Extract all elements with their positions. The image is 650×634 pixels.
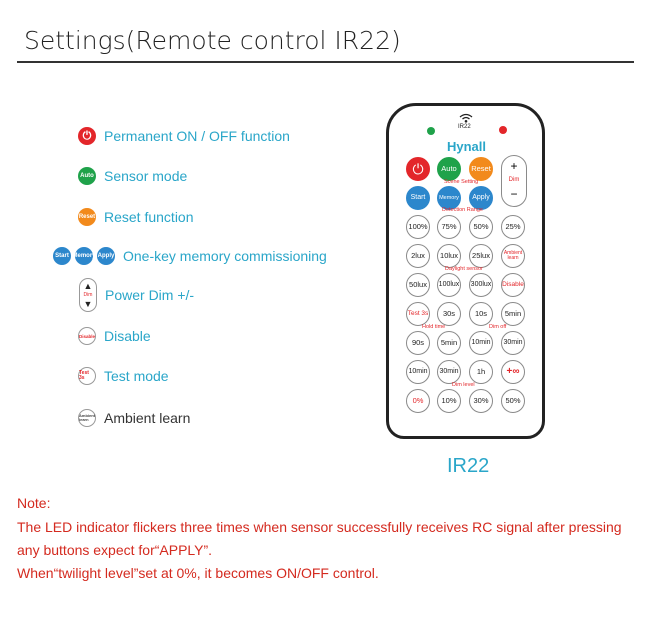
lux-2-button[interactable]: 2lux: [406, 244, 430, 268]
reset-icon: Reset: [78, 208, 96, 226]
plus-icon: ▲: [83, 281, 93, 291]
remote-caption: IR22: [447, 455, 490, 477]
lux-25-button[interactable]: 25lux: [469, 244, 493, 268]
note-heading: Note:: [17, 495, 51, 511]
legend-test: [78, 367, 169, 385]
page-title: Settings(Remote control IR22): [24, 26, 401, 55]
legend-test-label: Test mode: [104, 368, 169, 384]
range-50-button[interactable]: 50%: [469, 215, 493, 239]
legend-ambient: [78, 409, 190, 427]
note-line-2: any buttons expect for“APPLY”.: [17, 542, 213, 558]
level-30-button[interactable]: 30%: [469, 389, 493, 413]
legend-ambient-label: Ambient learn: [104, 410, 191, 426]
ambient-learn-button[interactable]: Ambient learn: [501, 244, 525, 268]
scene-setting-label: Scene Setting: [444, 179, 479, 185]
disable-button[interactable]: Disable: [501, 273, 525, 297]
legend-disable: [78, 327, 151, 345]
minus-icon: ▼: [83, 299, 93, 309]
legend-memory: [53, 247, 327, 265]
apply-icon: Apply: [97, 247, 115, 265]
dim-plus-button[interactable]: +: [510, 159, 518, 173]
legend-permanent: [78, 127, 290, 145]
level-10-button[interactable]: 10%: [437, 389, 461, 413]
title-divider: [17, 61, 634, 63]
dimoff-30min-button[interactable]: 30min: [501, 331, 525, 355]
dimoff-10s-button[interactable]: 10s: [469, 302, 493, 326]
memory-button[interactable]: Memory: [437, 186, 461, 210]
hold-30min-button[interactable]: 30min: [437, 360, 461, 384]
auto-icon: Auto: [78, 167, 96, 185]
dim-rocker-icon: [79, 278, 97, 312]
dimoff-1h-button[interactable]: 1h: [469, 360, 493, 384]
dim-level-label: Dim level: [452, 382, 475, 388]
lux-100-button[interactable]: 100lux: [437, 273, 461, 297]
hold-time-label: Hold time: [422, 324, 446, 330]
legend-reset: [78, 208, 194, 226]
range-25-button[interactable]: 25%: [501, 215, 525, 239]
remote-control: [386, 103, 545, 439]
level-50-button[interactable]: 50%: [501, 389, 525, 413]
test-button[interactable]: Test 3s: [406, 302, 430, 326]
hold-90s-button[interactable]: 90s: [406, 331, 430, 355]
test-icon: Test 3s: [78, 367, 96, 385]
detection-range-label: Detection Range: [442, 207, 483, 213]
disable-icon: Disable: [78, 327, 96, 345]
lux-300-button[interactable]: 300lux: [469, 273, 493, 297]
led-green: [427, 127, 435, 135]
power-icon: ⏻: [78, 127, 96, 145]
legend-permanent-label: Permanent ON / OFF function: [104, 128, 290, 144]
auto-button[interactable]: Auto: [437, 157, 461, 181]
lux-10-button[interactable]: 10lux: [437, 244, 461, 268]
dimoff-10min-button[interactable]: 10min: [469, 331, 493, 355]
start-button[interactable]: Start: [406, 186, 430, 210]
dimoff-infinity-button[interactable]: +∞: [501, 360, 525, 384]
hold-5min-button[interactable]: 5min: [437, 331, 461, 355]
note-line-1: The LED indicator flickers three times when sensor successfully receives RC signal after pressing: [17, 519, 622, 535]
power-button[interactable]: ⏻: [406, 157, 430, 181]
dim-icon-label: Dim: [83, 292, 93, 298]
dim-label: Dim: [508, 177, 520, 183]
ambient-icon: Ambient learn: [78, 409, 96, 427]
dim-off-label: Dim off: [489, 324, 507, 330]
hold-30s-button[interactable]: 30s: [437, 302, 461, 326]
dim-minus-button[interactable]: −: [510, 187, 518, 201]
hold-10min-button[interactable]: 10min: [406, 360, 430, 384]
ir-signal-icon: [459, 113, 473, 123]
daylight-sensor-label: Daylight sensor: [445, 266, 483, 272]
legend-disable-label: Disable: [104, 328, 151, 344]
legend-power-dim: [79, 278, 194, 312]
range-100-button[interactable]: 100%: [406, 215, 430, 239]
dim-rocker[interactable]: [501, 155, 527, 207]
dimoff-5min-button[interactable]: 5min: [501, 302, 525, 326]
note-line-3: When“twilight level”set at 0%, it becomes ON/OFF control.: [17, 565, 379, 581]
legend-reset-label: Reset function: [104, 209, 194, 225]
lux-50-button[interactable]: 50lux: [406, 273, 430, 297]
brand-logo: Hynall: [447, 139, 487, 154]
legend-sensor: [78, 167, 187, 185]
legend-sensor-label: Sensor mode: [104, 168, 188, 184]
memory-icon: Memory: [75, 247, 93, 265]
start-icon: Start: [53, 247, 71, 265]
legend-memory-label: One-key memory commissioning: [123, 248, 327, 264]
led-red: [499, 126, 507, 134]
level-0-button[interactable]: 0%: [406, 389, 430, 413]
remote-model-label: IR22: [458, 124, 471, 130]
reset-button[interactable]: Reset: [469, 157, 493, 181]
apply-button[interactable]: Apply: [469, 186, 493, 210]
range-75-button[interactable]: 75%: [437, 215, 461, 239]
legend-power-dim-label: Power Dim +/-: [105, 287, 195, 303]
